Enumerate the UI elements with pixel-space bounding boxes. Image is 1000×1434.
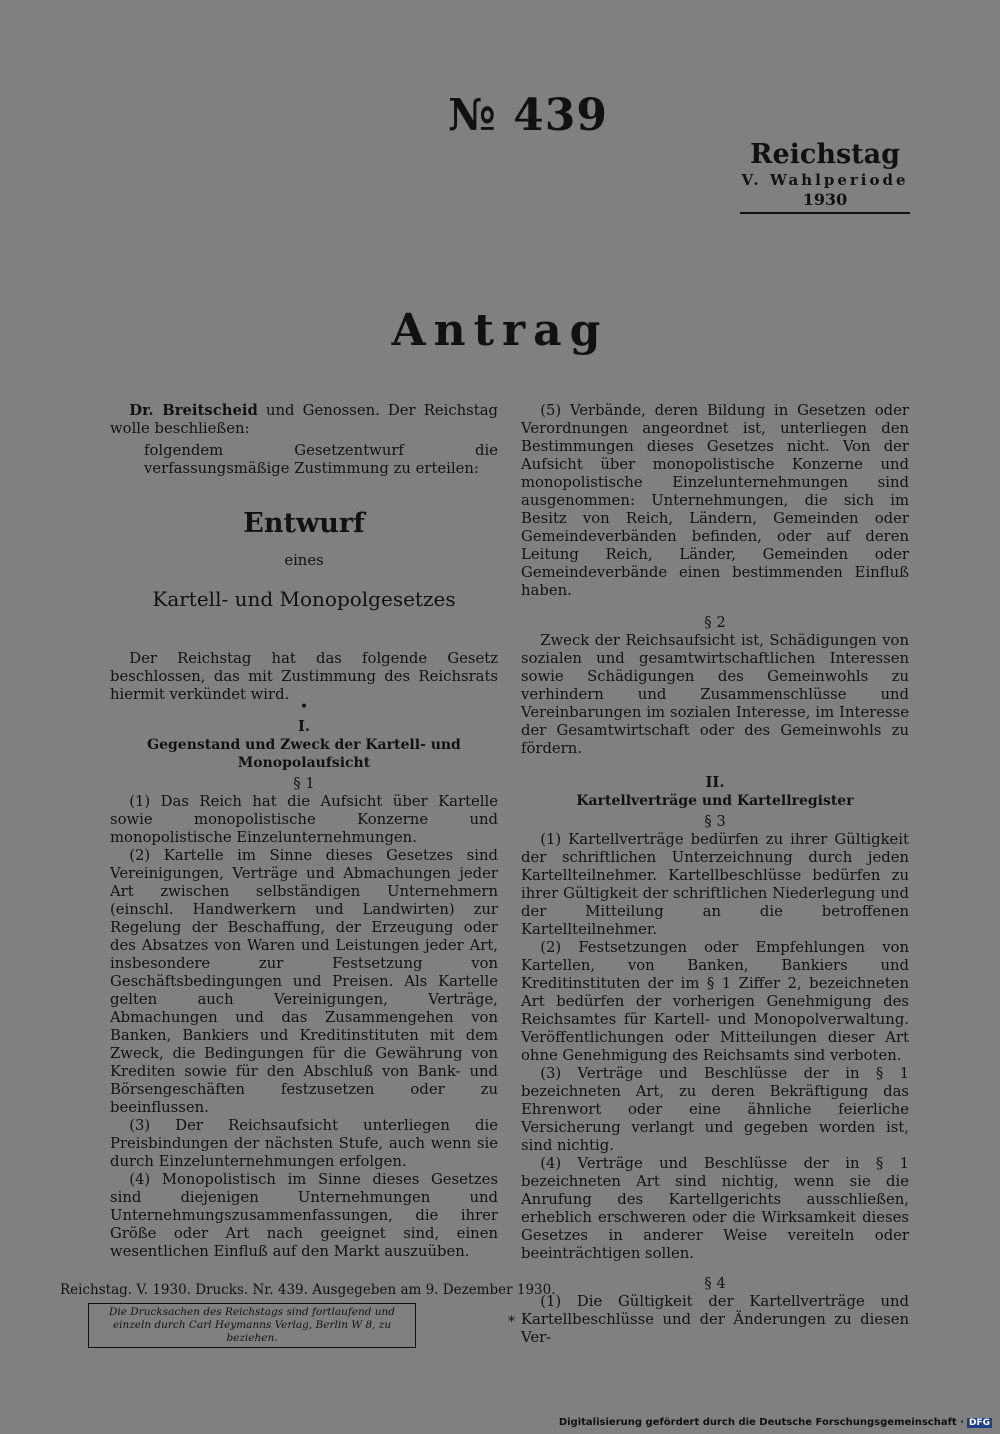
section-i-number: I. bbox=[297, 718, 311, 735]
paragraph-3-heading: § 3 bbox=[704, 813, 726, 830]
paragraph-3-1: (1) Kartellverträge bedürfen zu ihrer Gültigkeit der schriftlichen Unterzeichnung durch jeden Kartellteilnehmer. Kartellbeschlüsse bedürfen zu ihrer Gültigkeit der schriftlichen Niederlegung und der Mitteilung an die betroffenen Kartellteilnehmer. bbox=[521, 831, 909, 938]
paragraph-1-5: (5) Verbände, deren Bildung in Gesetzen oder Verordnungen angeordnet ist, unterliegen den Bestimmungen dieses Gesetzes nicht. Von der Aufsicht über monopolistische Konzerne und monopolistische Einzelunternehmungen sind ausgenommen: Unternehmungen, die sich im Besitz von Reich, Ländern, Gemeinden oder Gemeindeverbänden befinden, oder auf deren Leitung Reich, Länder, Gemeinden oder Gemeindeverbände einen bestimmenden Einfluß haben. bbox=[521, 402, 909, 599]
publisher-notice: Die Drucksachen des Reichstags sind fortlaufend und einzeln durch Carl Heymanns Verlag, Berlin W 8, zu beziehen. bbox=[88, 1303, 416, 1348]
wahlperiode-label: V. Wahlperiode bbox=[741, 171, 909, 189]
paragraph-4-1: (1) Die Gültigkeit der Kartellverträge und Kartellbeschlüsse und der Änderungen zu diesen Ver- bbox=[521, 1293, 909, 1346]
document-number: № 439 bbox=[448, 90, 608, 141]
section-ii-number: II. bbox=[705, 774, 725, 791]
year-label: 1930 bbox=[802, 190, 848, 209]
print-footer: Reichstag. V. 1930. Drucks. Nr. 439. Ausgegeben am 9. Dezember 1930. bbox=[60, 1282, 556, 1298]
paragraph-3-3: (3) Verträge und Beschlüsse der in § 1 bezeichneten Art, zu deren Bekräftigung das Ehrenwort oder eine ähnliche feierliche Versicherung verlangt und gegeben worden ist, sind nichtig. bbox=[521, 1065, 909, 1154]
intro-text: und Genossen. Der Reichstag wolle beschließen: bbox=[110, 402, 498, 437]
section-ii-title: Kartellverträge und Kartellregister bbox=[576, 793, 854, 809]
paragraph-1-3: (3) Der Reichsaufsicht unterliegen die Preisbindungen der nächsten Stufe, auch wenn sie durch Einzelunternehmungen erfolgen. bbox=[110, 1117, 498, 1170]
paragraph-1-1: (1) Das Reich hat die Aufsicht über Kartelle sowie monopolistische Konzerne und monopolistische Einzelunternehmungen. bbox=[110, 793, 498, 846]
document-title: Antrag bbox=[391, 305, 609, 356]
footer-star-mark: * bbox=[508, 1314, 515, 1330]
header-rule bbox=[740, 212, 910, 214]
paragraph-3-4: (4) Verträge und Beschlüsse der in § 1 bezeichneten Art sind nichtig, wenn sie die Anrufung des Kartellgerichts ausschließen, erheblich erschweren oder die Wirksamkeit dieses Gesetzes in anderer Weise vereiteln oder beeinträchtigen sollen. bbox=[521, 1155, 909, 1262]
paragraph-2-heading: § 2 bbox=[704, 614, 726, 631]
intro-paragraph bbox=[110, 402, 498, 438]
right-column bbox=[521, 402, 909, 1347]
intro-author: Dr. Breitscheid bbox=[129, 402, 258, 419]
paragraph-2-text: Zweck der Reichsaufsicht ist, Schädigungen von sozialen und gesamtwirtschaftlichen Interessen sowie Schädigungen des Gemeinwohls zu verhindern und Zusammenschlüsse und Vereinbarungen im sozialen Interesse, im Interesse der Gesamtwirtschaft oder des Gemeinwohls zu fördern. bbox=[521, 632, 909, 757]
dfg-logo-icon: DFG bbox=[968, 1418, 990, 1428]
reichstag-label: Reichstag bbox=[750, 139, 900, 170]
parliament-header bbox=[740, 140, 910, 210]
paragraph-1-4: (4) Monopolistisch im Sinne dieses Gesetzes sind diejenigen Unternehmungen und Unternehmungszusammenfassungen, die ihrer Größe oder Art nach geeignet sind, einen wesentlichen Einfluß auf den Markt auszuüben. bbox=[110, 1171, 498, 1260]
enactment-clause: Der Reichstag hat das folgende Gesetz beschlossen, das mit Zustimmung des Reichsrats hiermit verkündet wird. bbox=[110, 650, 498, 703]
entwurf-heading: Entwurf bbox=[243, 508, 365, 539]
credit-text: Digitalisierung gefördert durch die Deutsche Forschungsgemeinschaft · bbox=[558, 1417, 964, 1428]
paragraph-3-2: (2) Festsetzungen oder Empfehlungen von Kartellen, von Banken, Bankiers und Kreditinstituten der im § 1 Ziffer 2, bezeichneten Art bedürfen der vorherigen Genehmigung des Reichsamtes für Kartell- und Monopolverwaltung. Veröffentlichungen oder Mitteilungen dieser Art ohne Genehmigung des Reichsamts sind verboten. bbox=[521, 939, 909, 1064]
bullet-mark: • bbox=[299, 699, 309, 715]
intro-indent-paragraph: folgendem Gesetzentwurf die verfassungsmäßige Zustimmung zu erteilen: bbox=[144, 442, 498, 477]
paragraph-1-2: (2) Kartelle im Sinne dieses Gesetzes sind Vereinigungen, Verträge und Abmachungen jeder Art zwischen selbständigen Unternehmern (einschl. Handwerkern und Landwirten) zur Regelung der Beschaffung, der Erzeugung oder des Absatzes von Waren und Leistungen jeder Art, insbesondere zur Festsetzung von Geschäftsbedingungen und Preisen. Als Kartelle gelten auch Vereinigungen, Verträge, Abmachungen und das Zusammengehen von Banken, Bankiers und Kreditinstituten mit dem Zweck, die Bedingungen für die Gewährung von Krediten sowie für den Abschluß von Bank- und Börsengeschäften festzusetzen oder zu beeinflussen. bbox=[110, 847, 498, 1116]
law-title: Kartell- und Monopolgesetzes bbox=[152, 587, 456, 611]
left-column bbox=[110, 402, 498, 1261]
paragraph-1-heading: § 1 bbox=[293, 775, 315, 792]
digitization-credit bbox=[559, 1417, 992, 1428]
section-i-title: Gegenstand und Zweck der Kartell- und Monopolaufsicht bbox=[147, 737, 461, 771]
eines-text: eines bbox=[284, 552, 324, 569]
paragraph-4-heading: § 4 bbox=[704, 1275, 726, 1292]
